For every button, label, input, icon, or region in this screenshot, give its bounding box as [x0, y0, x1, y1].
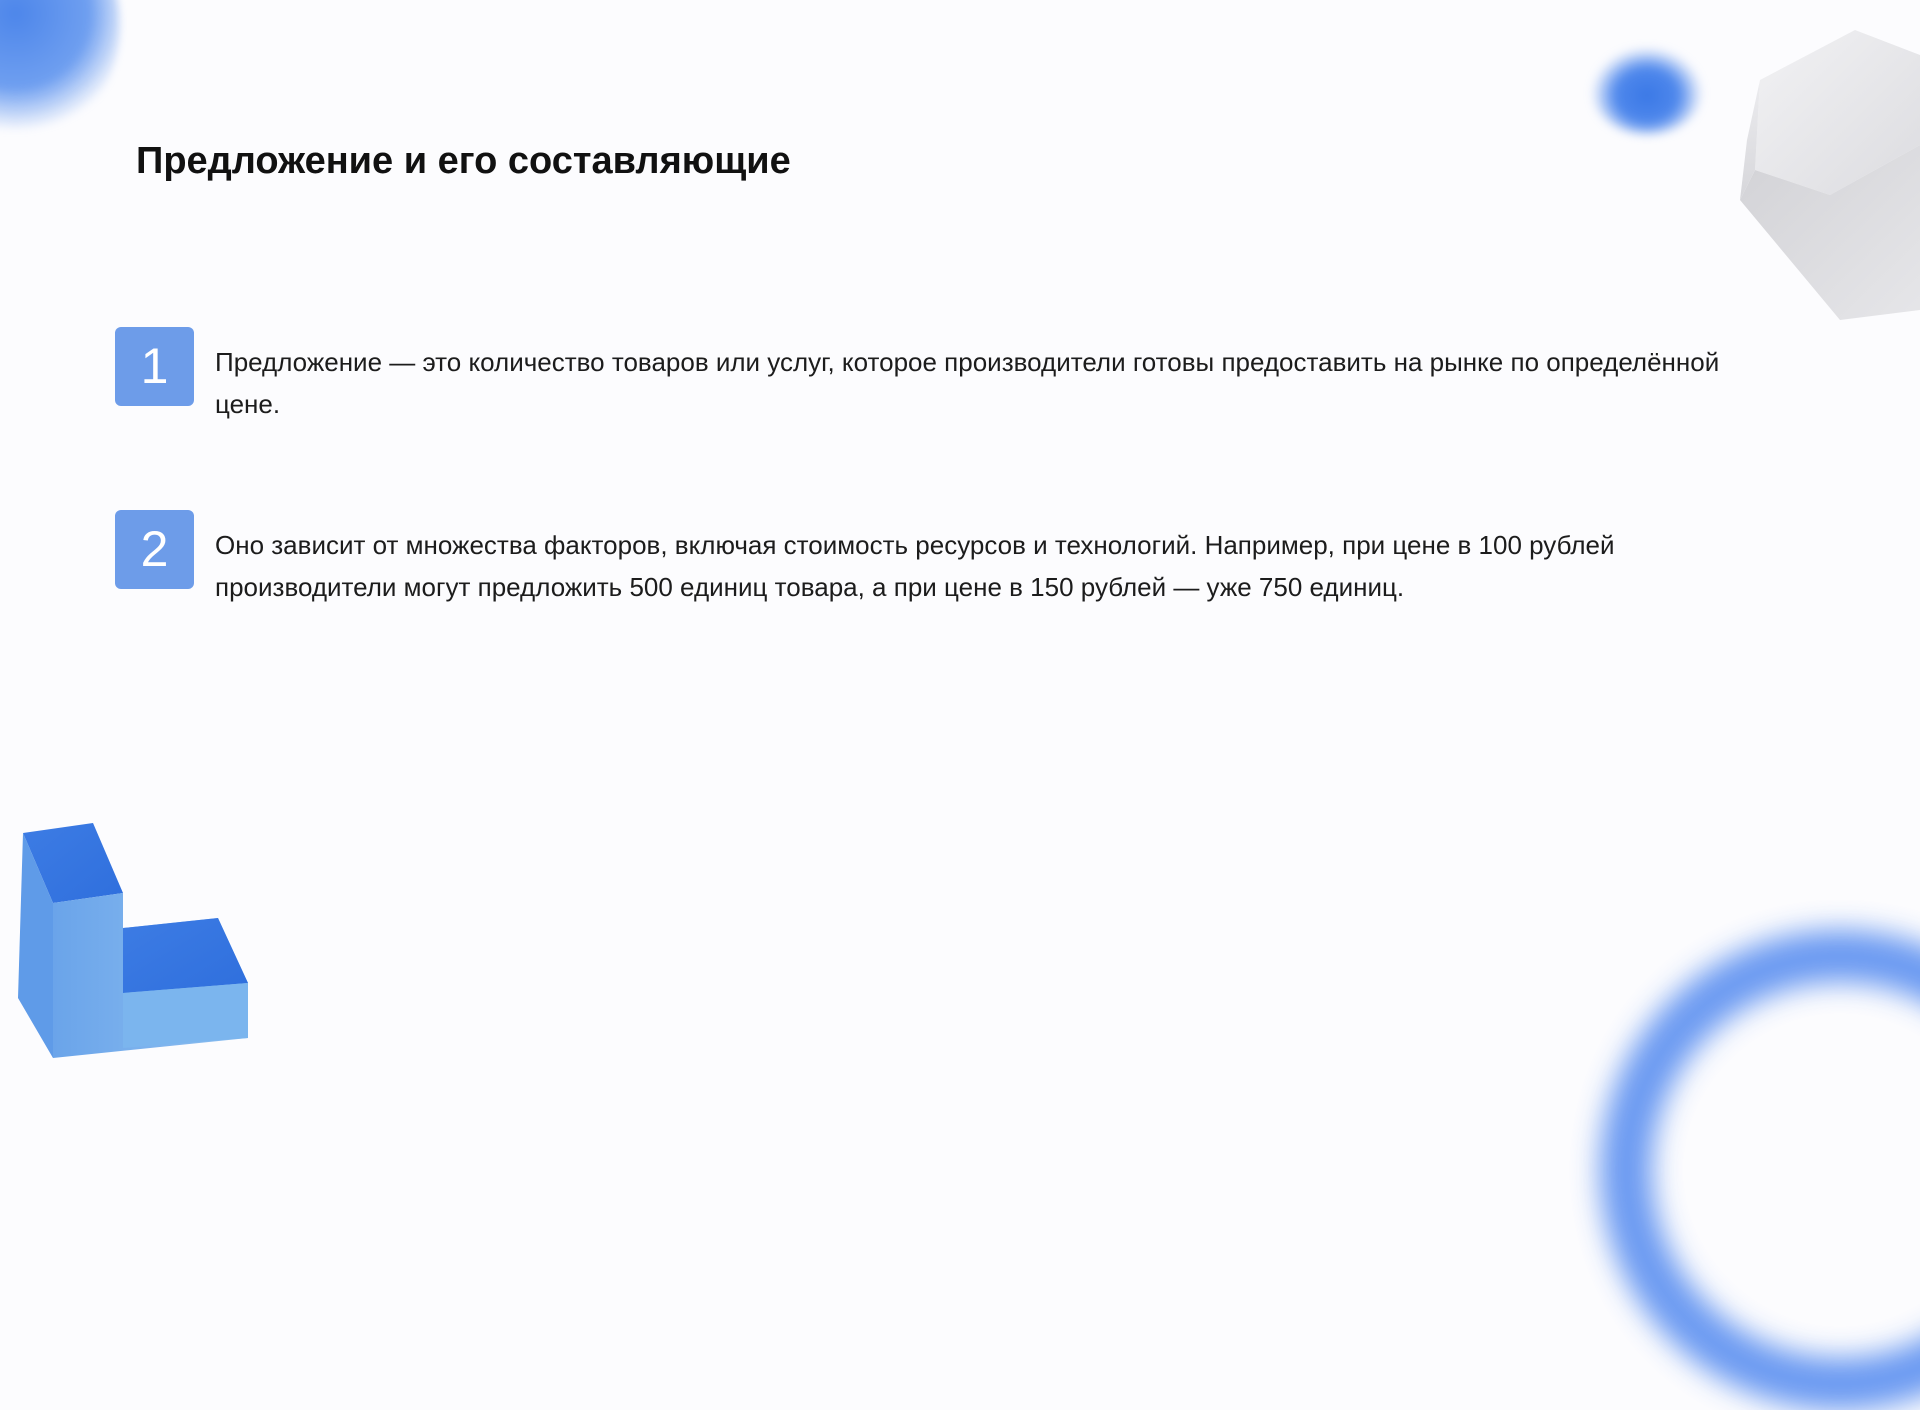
item-text: Оно зависит от множества факторов, включая стоимость ресурсов и технологий. Например, при цене в 100 рублей производители могут предложить 500 единиц товара, а при цене в 150 рублей — уже 750 единиц. — [215, 530, 1615, 602]
decorative-l-block — [18, 818, 254, 1068]
number-badge: 2 — [115, 510, 194, 589]
item-text: Предложение — это количество товаров или услуг, которое производители готовы предоставить на рынке по определённой цене. — [215, 347, 1720, 419]
decorative-cube — [1735, 20, 1920, 330]
decorative-blob-top-left — [0, 0, 120, 140]
decorative-ring-bottom-right — [1600, 930, 1920, 1410]
number-badge: 1 — [115, 327, 194, 406]
page-title: Предложение и его составляющие — [136, 140, 791, 182]
decorative-blob-top-right — [1592, 48, 1702, 134]
